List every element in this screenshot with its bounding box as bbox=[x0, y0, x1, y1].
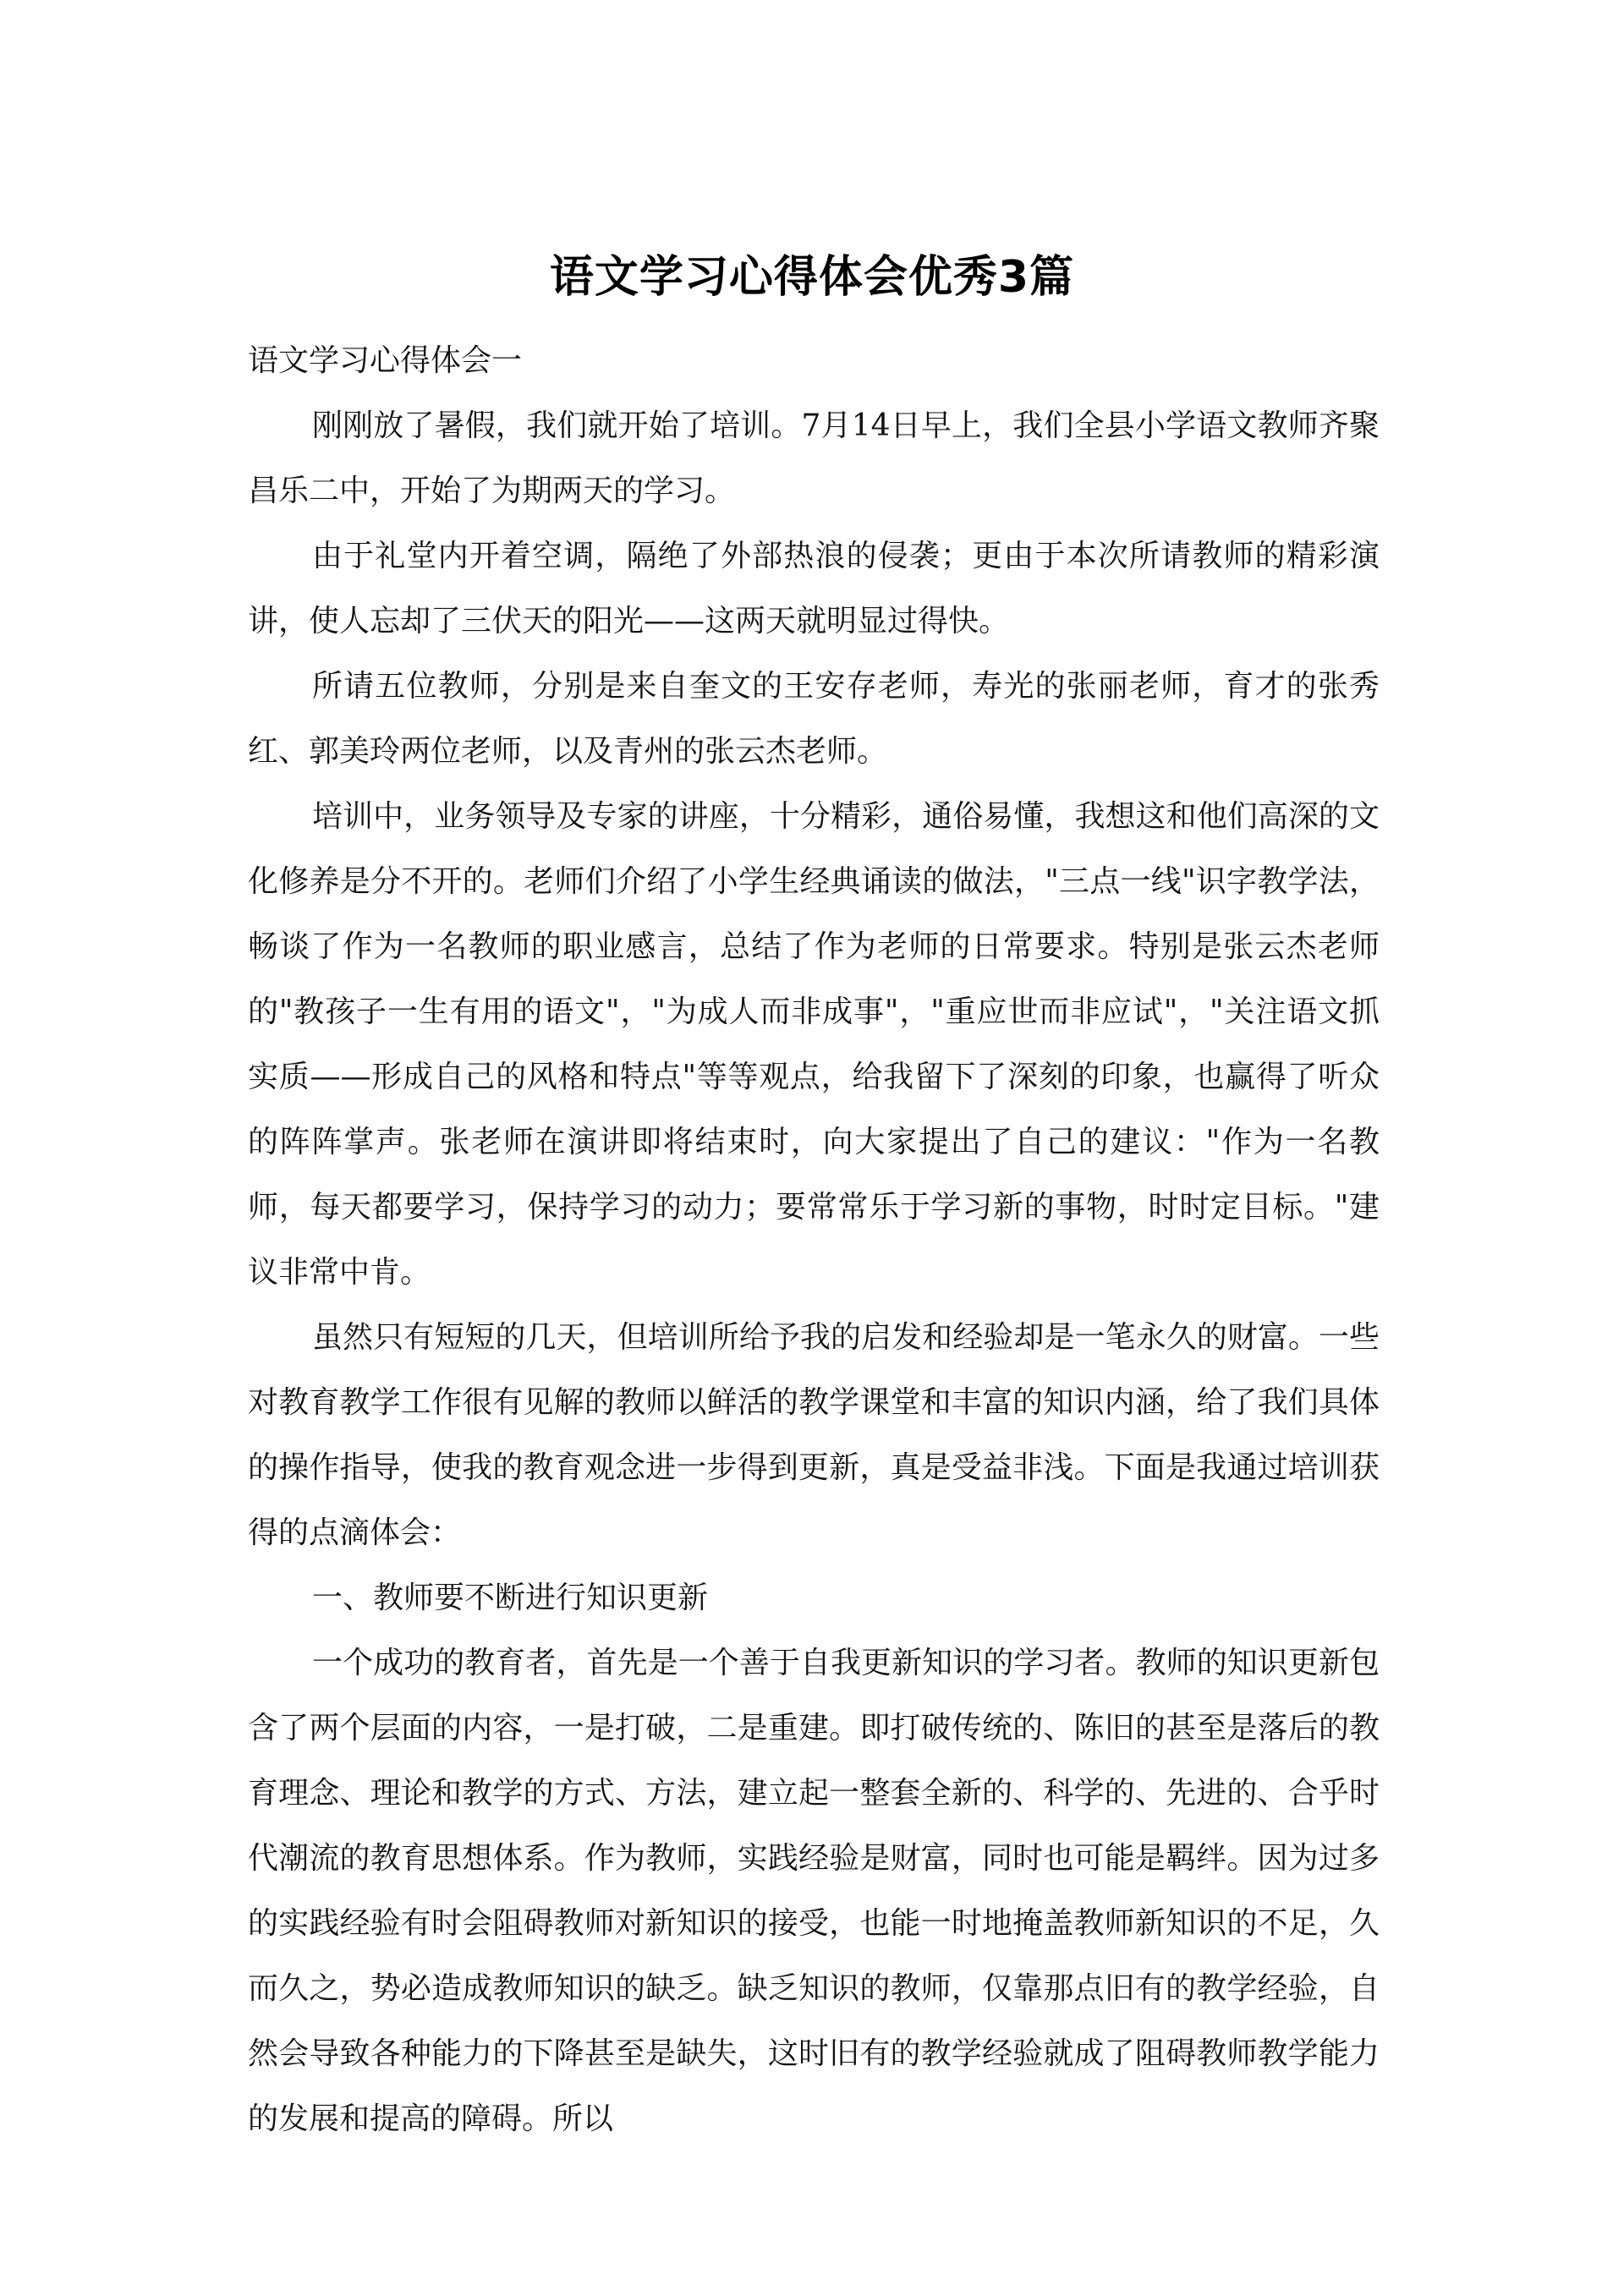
paragraph: 虽然只有短短的几天，但培训所给予我的启发和经验却是一笔永久的财富。一些对教育教学工作很有见解的教师以鲜活的教学课堂和丰富的知识内涵，给了我们具体的操作指导，使我的教育观念进一步得到更新，真是受益非浅。下面是我通过培训获得的点滴体会： bbox=[248, 1320, 1380, 1550]
paragraph: 所请五位教师，分别是来自奎文的王安存老师，寿光的张丽老师，育才的张秀红、郭美玲两位老师，以及青州的张云杰老师。 bbox=[248, 669, 1380, 769]
document-title: 语文学习心得体会优秀3篇 bbox=[549, 252, 1075, 303]
subheading: 一、教师要不断进行知识更新 bbox=[312, 1581, 709, 1615]
paragraph: 刚刚放了暑假，我们就开始了培训。7月14日早上，我们全县小学语文教师齐聚昌乐二中，开始了为期两天的学习。 bbox=[248, 408, 1380, 508]
document-body bbox=[248, 328, 1380, 2151]
paragraph: 培训中，业务领导及专家的讲座，十分精彩，通俗易懂，我想这和他们高深的文化修养是分不开的。老师们介绍了小学生经典诵读的做法，"三点一线"识字教学法，畅谈了作为一名教师的职业感言，总结了作为老师的日常要求。特别是张云杰老师的"教孩子一生有用的语文"，"为成人而非成事"，"重应世而非应试"，"关注语文抓实质——形成自己的风格和特点"等等观点，给我留下了深刻的印象，也赢得了听众的阵阵掌声。张老师在演讲即将结束时，向大家提出了自己的建议："作为一名教师，每天都要学习，保持学习的动力；要常常乐于学习新的事物，时时定目标。"建议非常中肯。 bbox=[248, 799, 1380, 1290]
paragraph: 一个成功的教育者，首先是一个善于自我更新知识的学习者。教师的知识更新包含了两个层面的内容，一是打破，二是重建。即打破传统的、陈旧的甚至是落后的教育理念、理论和教学的方式、方法，建立起一整套全新的、科学的、先进的、合乎时代潮流的教育思想体系。作为教师，实践经验是财富，同时也可能是羁绊。因为过多的实践经验有时会阻碍教师对新知识的接受，也能一时地掩盖教师新知识的不足，久而久之，势必造成教师知识的缺乏。缺乏知识的教师，仅靠那点旧有的教学经验，自然会导致各种能力的下降甚至是缺失，这时旧有的教学经验就成了阻碍教师教学能力的发展和提高的障碍。所以 bbox=[248, 1646, 1380, 2136]
paragraph: 由于礼堂内开着空调，隔绝了外部热浪的侵袭；更由于本次所请教师的精彩演讲，使人忘却了三伏天的阳光——这两天就明显过得快。 bbox=[248, 539, 1380, 638]
section-heading: 语文学习心得体会一 bbox=[248, 343, 523, 378]
